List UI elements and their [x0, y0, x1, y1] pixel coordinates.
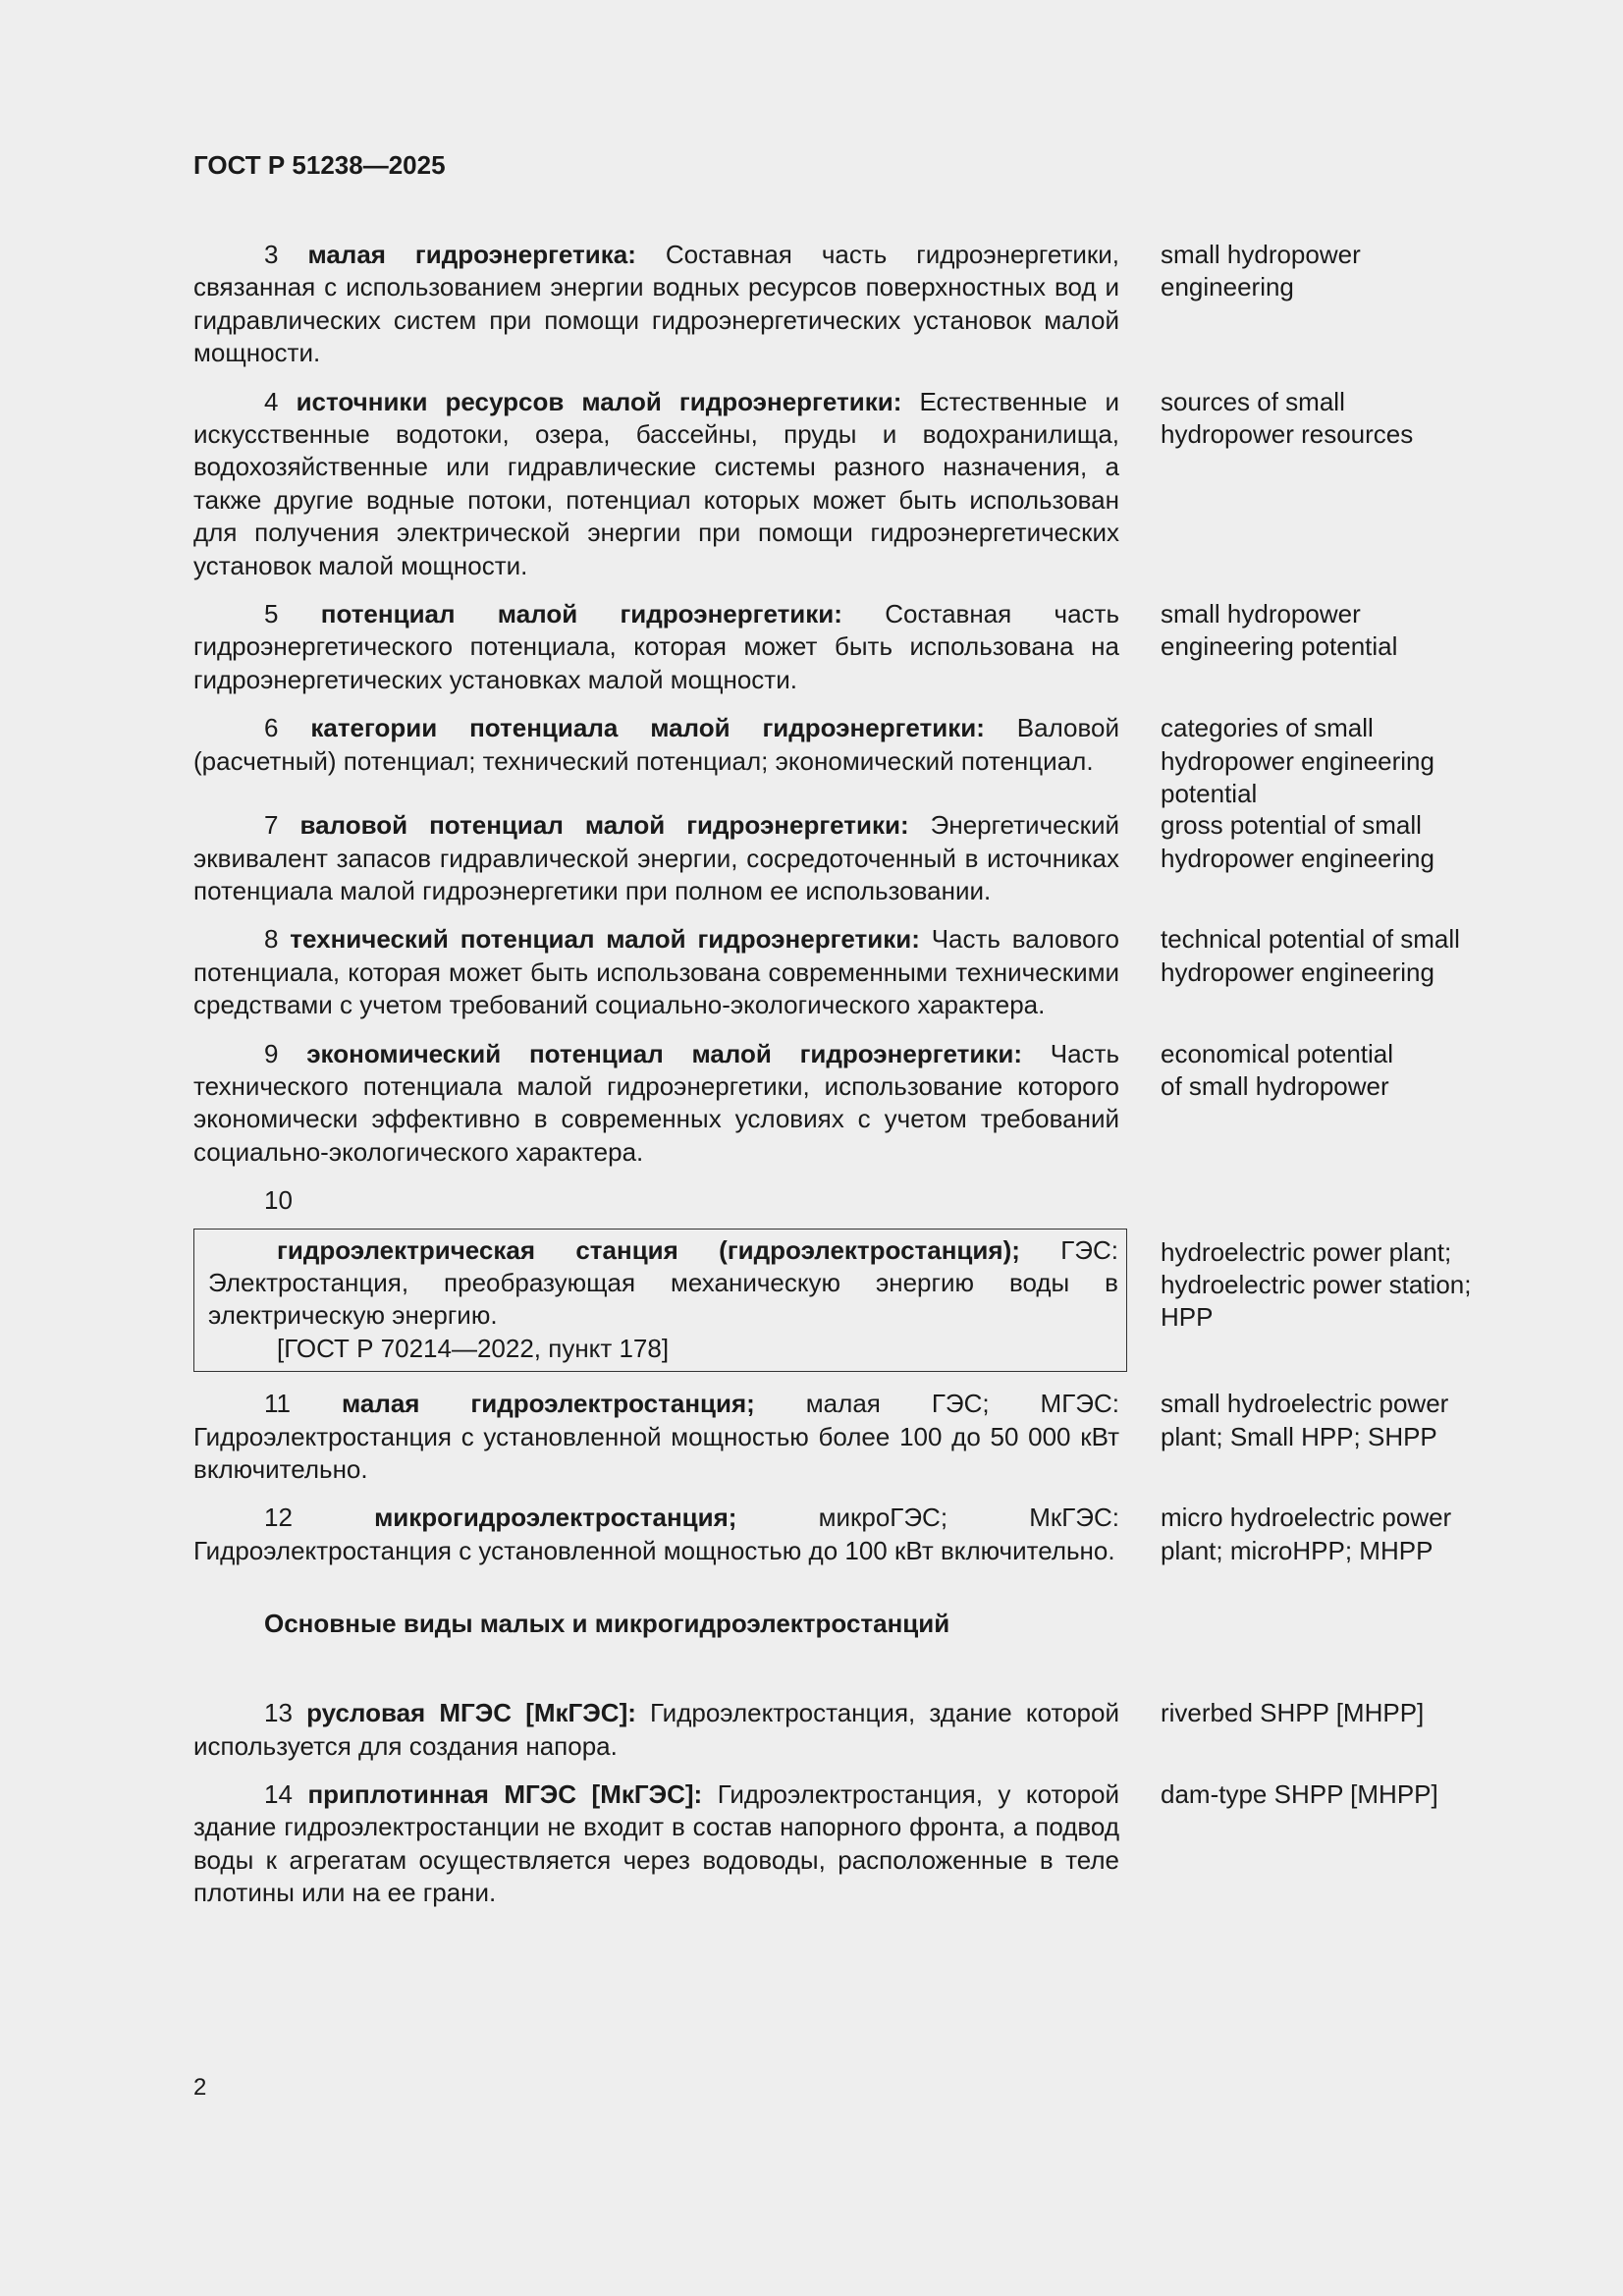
term-english-equivalent: [1161, 1778, 1514, 1811]
term-title: гидроэлектрическая станция (гидроэлектростанция);: [277, 1234, 1020, 1265]
term-title: микрогидроэлектростанция;: [374, 1503, 737, 1533]
term-entry-14: [193, 1778, 1509, 1910]
english-line: riverbed SHPP [MHPP]: [1161, 1698, 1425, 1728]
term-english-equivalent: [1161, 1388, 1514, 1453]
term-number: 11: [264, 1389, 291, 1419]
term-title: приплотинная МГЭС [МкГЭС]:: [307, 1779, 703, 1810]
term-english-equivalent: [1161, 712, 1514, 810]
term-entry-3: [193, 239, 1509, 370]
english-line: plant; microHPP; MHPP: [1161, 1535, 1434, 1565]
term-entry-4: [193, 386, 1509, 582]
term-number: 8: [264, 924, 279, 955]
term-definition: Часть валового потенциала, которая может быть использована современными техническими средствами с учетом требований социально-экологического характера.: [193, 924, 1119, 1020]
term-entry-10: [193, 1229, 1509, 1373]
english-line: HPP: [1161, 1302, 1214, 1333]
term-number: 14: [264, 1779, 293, 1810]
term-entry-7: [193, 809, 1509, 907]
term-definition: Валовой (расчетный) потенциал; технический потенциал; экономический потенциал.: [193, 713, 1119, 776]
english-line: of small hydropower: [1161, 1070, 1389, 1101]
term-definition-ru: [193, 1778, 1119, 1910]
terms-group-2: [193, 1388, 1509, 1567]
term-title: категории потенциала малой гидроэнергетики:: [310, 713, 985, 743]
english-line: hydropower engineering: [1161, 745, 1434, 776]
term-english-equivalent: [1161, 1236, 1514, 1335]
term-title: валовой потенциал малой гидроэнергетики:: [299, 810, 909, 841]
term-english-equivalent: [1161, 598, 1514, 664]
term-title: малая гидроэлектростанция;: [341, 1389, 755, 1419]
english-line: small hydropower: [1161, 240, 1361, 269]
term-entry-5: [193, 598, 1509, 696]
term-english-equivalent: [1161, 1038, 1514, 1104]
term-title: технический потенциал малой гидроэнергетики:: [290, 924, 920, 955]
term-definition-ru: [193, 1388, 1119, 1486]
term-title: русловая МГЭС [МкГЭС]:: [306, 1698, 636, 1728]
term-definition: ГЭС: Электростанция, преобразующая механическую энергию воды в электрическую энергию.: [208, 1234, 1118, 1331]
english-line: hydropower engineering: [1161, 957, 1434, 987]
term-title: экономический потенциал малой гидроэнергетики:: [306, 1038, 1023, 1068]
term-number: 7: [264, 810, 279, 841]
english-line: categories of small: [1161, 713, 1374, 743]
english-line: gross potential of small: [1161, 810, 1422, 841]
term-number: 4: [264, 386, 279, 416]
term-definition: малая ГЭС; МГЭС: Гидроэлектростанция с установленной мощностью более 100 до 50 000 кВт включительно.: [193, 1389, 1119, 1484]
term-entry-11: [193, 1388, 1509, 1486]
term-english-equivalent: [1161, 923, 1514, 989]
quoted-term-box: [193, 1229, 1127, 1373]
term-definition-ru: [193, 239, 1119, 370]
term-definition: Естественные и искусственные водотоки, озера, бассейны, пруды и водохранилища, водохозяйственные или гидравлические системы разного назначения, а также другие водные потоки, потенциал которых может быть использован для получения электрической энергии при помощи гидроэнергетических установок малой мощности.: [193, 386, 1119, 580]
term-number: 13: [264, 1698, 293, 1728]
term-title: потенциал малой гидроэнергетики:: [320, 599, 842, 629]
english-line: micro hydroelectric power: [1161, 1503, 1452, 1533]
english-line: plant; Small HPP; SHPP: [1161, 1421, 1437, 1451]
term-number: 3: [264, 240, 279, 269]
term-definition-ru: [193, 1697, 1119, 1763]
english-line: small hydropower: [1161, 599, 1361, 629]
english-line: technical potential of small: [1161, 924, 1460, 955]
english-line: engineering potential: [1161, 631, 1398, 662]
page-number: 2: [193, 2074, 207, 2101]
term-english-equivalent: [1161, 1697, 1514, 1729]
term-title: источники ресурсов малой гидроэнергетики:: [296, 386, 902, 416]
terms-group-1: [193, 239, 1509, 1169]
english-line: potential: [1161, 779, 1258, 809]
term-definition-ru: [193, 386, 1119, 582]
terms-group-3: [193, 1697, 1509, 1909]
term-english-equivalent: [1161, 386, 1514, 452]
english-line: hydroelectric power plant;: [1161, 1236, 1452, 1267]
term-entry-8: [193, 923, 1509, 1021]
term-definition: Составная часть гидроэнергетики, связанная с использованием энергии водных ресурсов поверхностных вод и гидравлических систем при помощи гидроэнергетических установок малой мощности.: [193, 240, 1119, 368]
term-definition: Энергетический эквивалент запасов гидравлической энергии, сосредоточенный в источниках потенциала малой гидроэнергетики при полном ее использовании.: [193, 810, 1119, 905]
document-header: ГОСТ Р 51238—2025: [193, 150, 446, 180]
english-line: dam-type SHPP [MHPP]: [1161, 1779, 1438, 1810]
english-line: small hydroelectric power: [1161, 1389, 1449, 1419]
terms-list: [193, 239, 1509, 1926]
term-definition: микроГЭС; МкГЭС: Гидроэлектростанция с установленной мощностью до 100 кВт включительно.: [193, 1503, 1119, 1565]
term-definition: Часть технического потенциала малой гидроэнергетики, использование которого экономически эффективно в современных условиях с учетом требований социально-экологического характера.: [193, 1038, 1119, 1167]
term-definition: Составная часть гидроэнергетического потенциала, которая может быть использована на гидроэнергетических установках малой мощности.: [193, 599, 1119, 694]
section-heading: Основные виды малых и микрогидроэлектростанций: [264, 1609, 950, 1639]
english-line: sources of small: [1161, 386, 1345, 416]
english-line: engineering: [1161, 272, 1294, 302]
term-definition-ru: [193, 598, 1119, 696]
term-definition-ru: [193, 712, 1119, 778]
term-definition-ru: [193, 809, 1119, 907]
term-english-equivalent: [1161, 1502, 1514, 1567]
term-number: 12: [264, 1503, 293, 1533]
term-english-equivalent: [1161, 809, 1514, 875]
term-entry-9: [193, 1038, 1509, 1170]
term-entry-6: [193, 712, 1509, 809]
term-number: 5: [264, 599, 279, 629]
term-definition-ru: [193, 1502, 1119, 1567]
term-english-equivalent: [1161, 239, 1514, 304]
term-entry-13: [193, 1697, 1509, 1763]
term-definition-ru: [208, 1234, 1118, 1333]
term-definition: Гидроэлектростанция, здание которой используется для создания напора.: [193, 1698, 1119, 1761]
term-definition: Гидроэлектростанция, у которой здание гидроэлектростанции не входит в состав напорного фронта, а подвод воды к агрегатам осуществляется через водоводы, расположенные в теле плотины или на ее грани.: [193, 1779, 1120, 1908]
term-definition-ru: [193, 1038, 1119, 1170]
english-line: hydropower engineering: [1161, 843, 1434, 873]
english-line: hydropower resources: [1161, 419, 1414, 450]
term-title: малая гидроэнергетика:: [307, 240, 636, 269]
term-number: 6: [264, 713, 279, 743]
term-number: 9: [264, 1038, 279, 1068]
term-definition-ru: [193, 923, 1119, 1021]
english-line: economical potential: [1161, 1038, 1394, 1068]
term-entry-12: [193, 1502, 1509, 1567]
term-number: 10: [264, 1185, 293, 1216]
english-line: hydroelectric power station;: [1161, 1269, 1472, 1299]
term-source-reference: [ГОСТ Р 70214—2022, пункт 178]: [277, 1333, 670, 1363]
